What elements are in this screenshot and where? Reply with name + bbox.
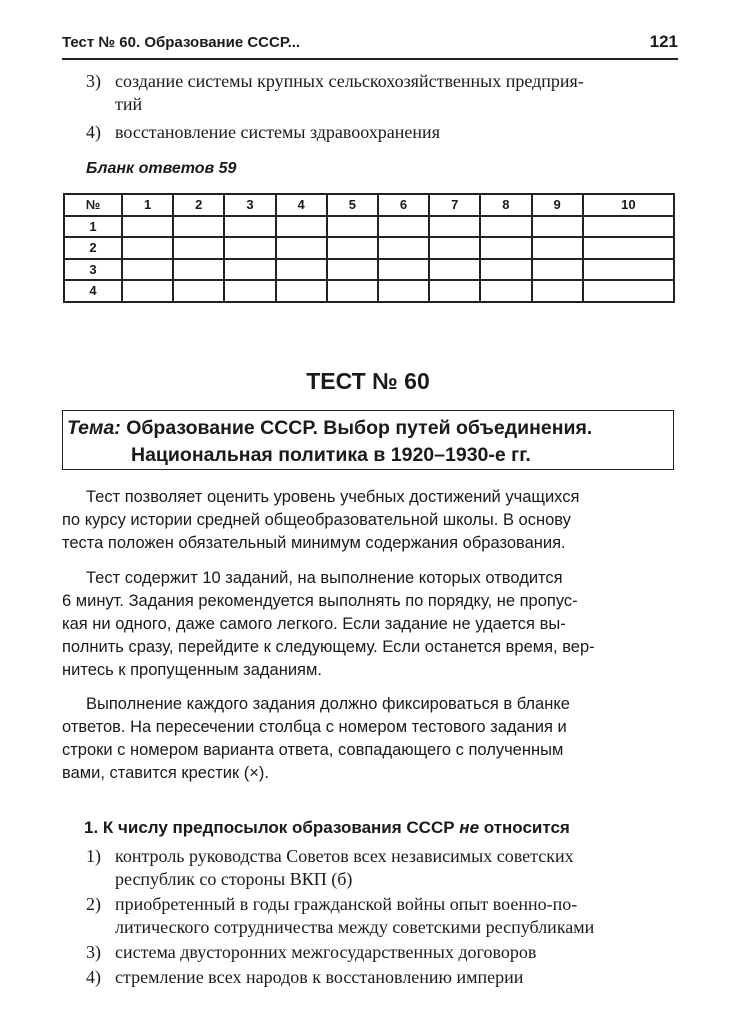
table-row [64,259,674,281]
answer-cell[interactable] [276,259,327,281]
running-header [62,30,678,60]
answer-cell[interactable] [532,259,583,281]
answer-cell[interactable] [429,237,480,259]
header-cell: 10 [583,194,674,216]
prev-question-option-3: 3) создание системы крупных сельскохозяйственных предприя- тий [86,71,584,114]
question-1-option-2: 2) приобретенный в годы гражданской войны опыт военно-по- литического сотрудничества между советскими республиками [86,894,595,937]
answer-cell[interactable] [122,216,173,238]
question-1-option-3: 3) система двусторонних межгосударственных договоров [86,942,537,962]
answer-sheet-table [63,193,675,303]
intro-paragraph-3: Выполнение каждого задания должно фиксироваться в бланке ответов. На пересечении столбца с номером тестового задания и строки с номером варианта ответа, совпадающего с полученным вами, ставится крестик (×). [62,695,570,782]
intro-paragraph-2: Тест содержит 10 заданий, на выполнение которых отводится 6 минут. Задания рекомендуется выполнять по порядку, не пропус- кая ни одного, даже самого легкого. Если задание не удается вы- полнить сразу, перейдите к следующему. Если останется время, вер- нитесь к пропущенным заданиям. [62,569,595,679]
question-emphasis: не [459,818,480,837]
table-row [64,237,674,259]
header-cell: 2 [173,194,224,216]
header-cell: 3 [224,194,275,216]
answer-cell[interactable] [224,280,275,302]
prev-question-option-4: 4) восстановление системы здравоохранения [86,122,440,142]
topic-box [62,410,674,470]
answer-cell[interactable] [583,216,674,238]
answer-cell[interactable] [532,237,583,259]
header-cell: 6 [378,194,429,216]
answer-cell[interactable] [480,259,531,281]
answer-cell[interactable] [480,237,531,259]
topic-line-2: Национальная политика в 1920–1930-е гг. [131,444,531,466]
question-1-option-1: 1) контроль руководства Советов всех независимых советских республик со стороны ВКП (б) [86,846,574,889]
answer-cell[interactable] [378,216,429,238]
table-row [64,216,674,238]
answer-cell[interactable] [429,216,480,238]
answer-cell[interactable] [327,237,378,259]
row-number-cell: 1 [64,216,122,238]
answer-cell[interactable] [378,280,429,302]
header-cell: 1 [122,194,173,216]
answer-cell[interactable] [173,259,224,281]
answer-cell[interactable] [429,259,480,281]
header-cell: 9 [532,194,583,216]
answer-cell[interactable] [173,237,224,259]
header-cell: 8 [480,194,531,216]
table-row [64,280,674,302]
answer-cell[interactable] [224,237,275,259]
header-cell: 4 [276,194,327,216]
answer-cell[interactable] [122,280,173,302]
answer-cell[interactable] [276,280,327,302]
answer-cell[interactable] [173,216,224,238]
answer-cell[interactable] [327,259,378,281]
header-cell: 7 [429,194,480,216]
question-1-title: 1. К числу предпосылок образования СССР не относится [84,818,570,837]
header-cell: 5 [327,194,378,216]
answer-cell[interactable] [583,237,674,259]
answer-cell[interactable] [276,237,327,259]
row-number-cell: 4 [64,280,122,302]
answer-cell[interactable] [583,280,674,302]
answer-cell[interactable] [378,259,429,281]
answer-cell[interactable] [224,259,275,281]
header-cell: № [64,194,122,216]
answer-cell[interactable] [429,280,480,302]
running-header-title: Тест № 60. Образование СССР... [62,34,301,51]
answer-cell[interactable] [378,237,429,259]
answer-cell[interactable] [532,280,583,302]
answer-cell[interactable] [122,237,173,259]
row-number-cell: 2 [64,237,122,259]
answer-cell[interactable] [327,280,378,302]
topic-label: Тема: [67,417,121,439]
answer-cell[interactable] [480,280,531,302]
topic-line-1 [67,417,592,440]
question-1-option-4: 4) стремление всех народов к восстановлению империи [86,967,524,987]
answer-sheet-header-row [64,194,674,216]
answer-cell[interactable] [480,216,531,238]
intro-paragraph-1: Тест позволяет оценить уровень учебных достижений учащихся по курсу истории средней общеобразовательной школы. В основу теста положен обязательный минимум содержания образования. [62,488,580,552]
test-title: ТЕСТ № 60 [306,368,430,394]
answer-cell[interactable] [173,280,224,302]
row-number-cell: 3 [64,259,122,281]
answer-cell[interactable] [583,259,674,281]
answer-cell[interactable] [224,216,275,238]
page-number: 121 [649,32,678,51]
topic-text-1: Образование СССР. Выбор путей объединения. [126,417,593,439]
answer-cell[interactable] [532,216,583,238]
answer-sheet-title: Бланк ответов 59 [86,160,237,177]
answer-cell[interactable] [327,216,378,238]
answer-cell[interactable] [122,259,173,281]
answer-cell[interactable] [276,216,327,238]
